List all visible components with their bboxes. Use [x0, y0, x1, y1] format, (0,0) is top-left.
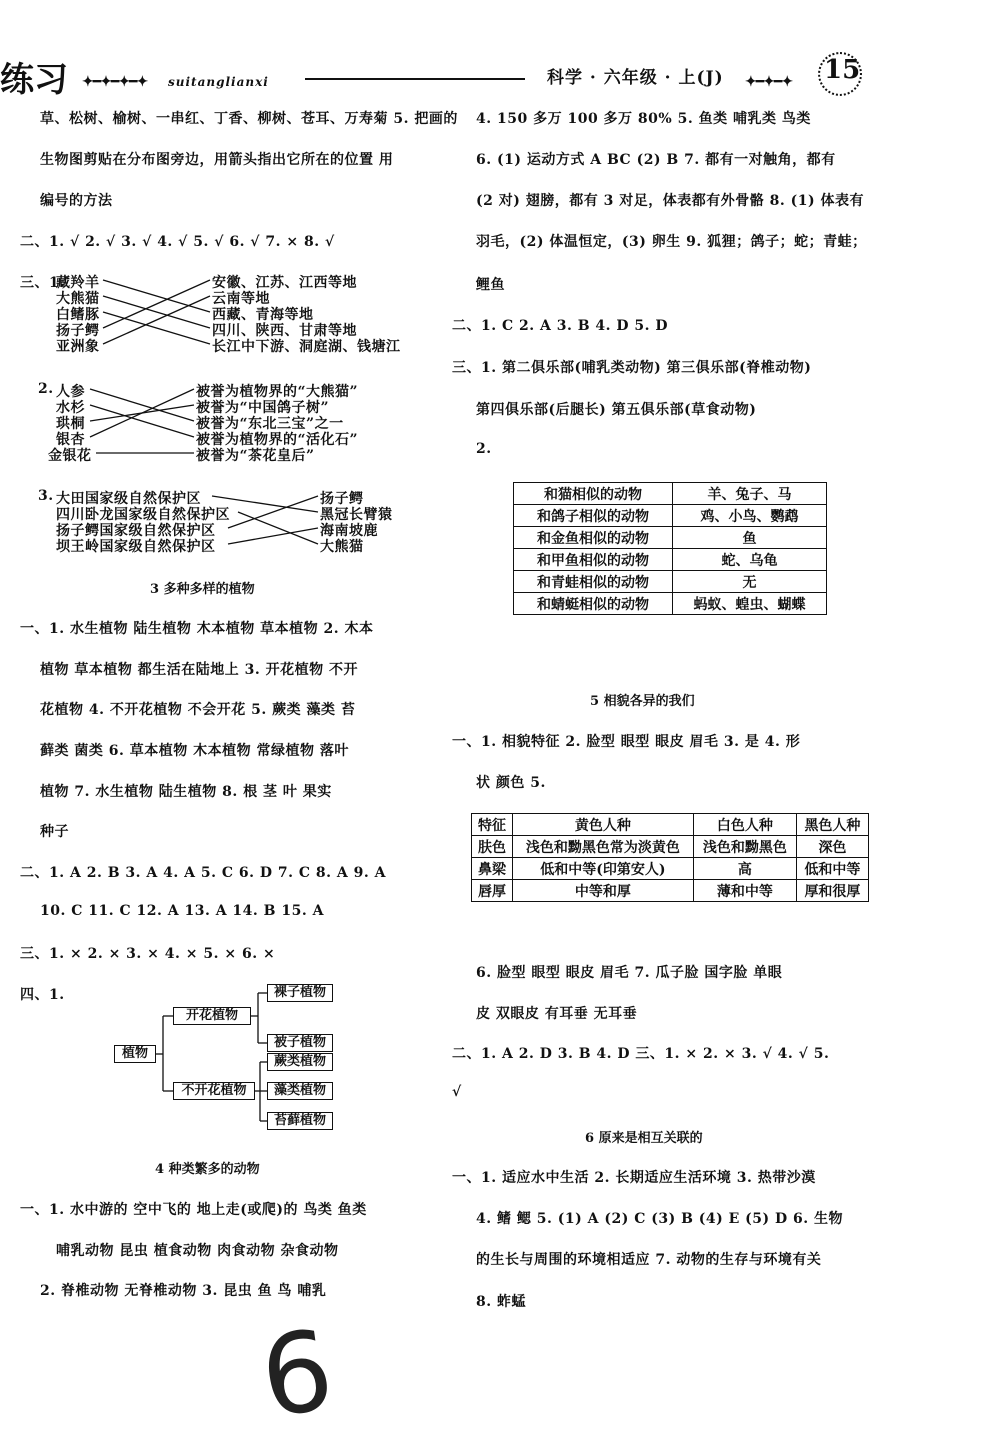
table-cell: 厚和很厚 [796, 880, 868, 902]
match3-label: 3. [38, 488, 54, 504]
right-line-7: 三、1. 第二俱乐部(哺乳类动物) 第三俱乐部(脊椎动物) [452, 360, 812, 376]
right-line-4: 羽毛，(2) 体温恒定，(3) 卵生 9. 狐狸；鸽子；蛇；青蛙； [476, 234, 867, 250]
table-cell: 深色 [796, 836, 868, 858]
table-cell: 高 [693, 858, 796, 880]
section6-line-3: 的生长与周围的环境相适应 7. 动物的生存与环境有关 [476, 1252, 822, 1268]
right-line-2: 6. (1) 运动方式 A BC (2) B 7. 都有一对触角，都有 [476, 152, 836, 168]
section6-title: 6 原来是相互关联的 [585, 1131, 703, 1146]
match3-right-2: 黑冠长臂猿 [320, 507, 393, 523]
match3-left-1: 大田国家级自然保护区 [56, 491, 201, 507]
section5-line-6: √ [452, 1084, 462, 1100]
table-cell: 低和中等(印第安人) [513, 858, 694, 880]
left-intro-line-1: 草、松树、榆树、一串红、丁香、柳树、苍耳、万寿菊 5. 把画的 [40, 111, 458, 127]
match2-label: 2. [38, 381, 54, 397]
header-arrow-decoration: ✦━✦━✦━✦ [82, 74, 148, 90]
table-cell: 羊、兔子、马 [673, 483, 827, 505]
table-cell: 肤色 [472, 836, 513, 858]
section3-line-9: 三、1. × 2. × 3. × 4. × 5. × 6. × [20, 946, 276, 962]
handwritten-number: 6 [253, 1305, 341, 1442]
table-cell: 中等和厚 [513, 880, 694, 902]
match2-left-1: 人参 [56, 384, 85, 400]
animal-similarity-table [513, 482, 827, 615]
section6-line-2: 4. 鳍 鳃 5. (1) A (2) C (3) B (4) E (5) D 6. 生物 [476, 1211, 844, 1227]
table-cell: 浅色和黝黑色常为淡黄色 [513, 836, 694, 858]
match3-left-4: 坝王岭国家级自然保护区 [56, 539, 216, 555]
section3-line-5: 植物 7. 水生植物 陆生植物 8. 根 茎 叶 果实 [40, 784, 332, 800]
table-row [472, 880, 869, 902]
tree-root: 植物 [114, 1045, 156, 1063]
match3-line-4 [228, 528, 318, 544]
right-line-9: 2. [476, 441, 492, 457]
section3-line-8: 10. C 11. C 12. A 13. A 14. B 15. A [40, 903, 324, 919]
section5-line-3: 6. 脸型 眼型 眼皮 眉毛 7. 瓜子脸 国字脸 单眼 [476, 965, 783, 981]
table-row [472, 858, 869, 880]
match2-line-1 [90, 389, 194, 421]
section5-line-4: 皮 双眼皮 有耳垂 无耳垂 [476, 1006, 638, 1022]
header-subject: 科学 · 六年级 · 上(J) [547, 68, 724, 88]
right-line-6: 二、1. C 2. A 3. B 4. D 5. D [452, 318, 669, 334]
section5-title: 5 相貌各异的我们 [590, 694, 695, 709]
match1-line-3 [103, 312, 210, 344]
section6-line-4: 8. 蚱蜢 [476, 1294, 526, 1310]
left-sec2-answers: 二、1. √ 2. √ 3. √ 4. √ 5. √ 6. √ 7. × 8. √ [20, 234, 335, 250]
section4-line-2: 哺乳动物 昆虫 植食动物 肉食动物 杂食动物 [56, 1243, 339, 1259]
match1-right-1: 安徽、江苏、江西等地 [212, 275, 357, 291]
tree-leaf-gymnosperm: 裸子植物 [267, 984, 333, 1002]
section4-line-1: 一、1. 水中游的 空中飞的 地上走(或爬)的 鸟类 鱼类 [20, 1202, 367, 1218]
section3-title: 3 多种多样的植物 [150, 582, 255, 597]
match3-right-4: 大熊猫 [320, 539, 364, 555]
match2-right-3: 被誉为“东北三宝”之一 [196, 416, 344, 432]
match3-line-1 [212, 496, 318, 512]
match1-left-3: 白鳍豚 [56, 307, 100, 323]
match1-right-5: 长江中下游、洞庭湖、钱塘江 [212, 339, 401, 355]
match3-right-1: 扬子鳄 [320, 491, 364, 507]
match2-left-5: 金银花 [48, 448, 92, 464]
tree-leaf-fern: 蕨类植物 [267, 1053, 333, 1071]
page-number: 15 [824, 55, 861, 85]
section6-line-1: 一、1. 适应水中生活 2. 长期适应生活环境 3. 热带沙漠 [452, 1170, 816, 1186]
table-cell: 鼻梁 [472, 858, 513, 880]
right-line-5: 鲤鱼 [476, 277, 505, 293]
match1-right-3: 西藏、青海等地 [212, 307, 314, 323]
table-cell: 无 [673, 571, 827, 593]
match1-label: 三、1. [20, 275, 65, 291]
table-cell: 和鸽子相似的动物 [514, 505, 673, 527]
match1-line-5 [103, 296, 210, 344]
match1-line-2 [103, 296, 210, 328]
table-row [514, 593, 827, 615]
table-row [514, 549, 827, 571]
table-cell: 薄和中等 [693, 880, 796, 902]
match3-left-3: 扬子鳄国家级自然保护区 [56, 523, 216, 539]
table-cell: 和蜻蜓相似的动物 [514, 593, 673, 615]
table-cell: 黄色人种 [513, 814, 694, 836]
section3-line-1: 一、1. 水生植物 陆生植物 木本植物 草本植物 2. 木本 [20, 621, 374, 637]
match2-left-4: 银杏 [56, 432, 85, 448]
match2-line-2 [90, 405, 194, 437]
match1-right-4: 四川、陕西、甘肃等地 [212, 323, 357, 339]
table-cell: 鱼 [673, 527, 827, 549]
left-intro-line-2: 生物图剪贴在分布图旁边，用箭头指出它所在的位置 用 [40, 152, 394, 168]
left-intro-line-3: 编号的方法 [40, 193, 113, 209]
section3-line-6: 种子 [40, 824, 69, 840]
table-row [514, 505, 827, 527]
section4-title: 4 种类繁多的动物 [155, 1162, 260, 1177]
table-cell: 和甲鱼相似的动物 [514, 549, 673, 571]
table-row [514, 571, 827, 593]
match1-line-1 [103, 280, 210, 312]
match2-right-4: 被誉为植物界的“活化石” [196, 432, 359, 448]
section3-line-7: 二、1. A 2. B 3. A 4. A 5. C 6. D 7. C 8. A 9. A [20, 865, 386, 881]
match1-left-1: 藏羚羊 [56, 275, 100, 291]
header-arrow-decoration-right: ✦━✦━✦ [745, 74, 793, 90]
table-cell: 浅色和黝黑色 [693, 836, 796, 858]
table-row [472, 814, 869, 836]
table-cell: 和金鱼相似的动物 [514, 527, 673, 549]
match2-right-2: 被誉为“中国鸽子树” [196, 400, 330, 416]
table-cell: 唇厚 [472, 880, 513, 902]
right-line-8: 第四俱乐部(后腿长) 第五俱乐部(草食动物) [476, 402, 757, 418]
table-cell: 特征 [472, 814, 513, 836]
match2-right-1: 被誉为植物界的“大熊猫” [196, 384, 359, 400]
match1-right-2: 云南等地 [212, 291, 270, 307]
match1-line-4 [103, 280, 210, 328]
match1-left-5: 亚洲象 [56, 339, 100, 355]
table-cell: 低和中等 [796, 858, 868, 880]
header-title: 练习 [0, 60, 68, 100]
match1-left-4: 扬子鳄 [56, 323, 100, 339]
tree-mid-flowering: 开花植物 [173, 1007, 251, 1025]
table-cell: 蛇、乌龟 [673, 549, 827, 571]
table-cell: 和猫相似的动物 [514, 483, 673, 505]
table-cell: 蚂蚁、蝗虫、蝴蝶 [673, 593, 827, 615]
tree-leaf-algae: 藻类植物 [267, 1082, 333, 1100]
table-cell: 和青蛙相似的动物 [514, 571, 673, 593]
match1-left-2: 大熊猫 [56, 291, 100, 307]
section4-line-3: 2. 脊椎动物 无脊椎动物 3. 昆虫 鱼 鸟 哺乳 [40, 1283, 327, 1299]
section5-line-2: 状 颜色 5. [476, 775, 546, 791]
table-cell: 白色人种 [693, 814, 796, 836]
match2-left-3: 珙桐 [56, 416, 85, 432]
table-row [514, 527, 827, 549]
match2-left-2: 水杉 [56, 400, 85, 416]
section3-line-3: 花植物 4. 不开花植物 不会开花 5. 蕨类 藻类 苔 [40, 702, 356, 718]
tree-leaf-angiosperm: 被子植物 [267, 1034, 333, 1052]
header-subtitle: suitanglianxi [168, 75, 269, 89]
table-row [514, 483, 827, 505]
section5-line-5: 二、1. A 2. D 3. B 4. D 三、1. × 2. × 3. √ 4. √ 5. [452, 1046, 830, 1062]
match3-line-2 [238, 512, 318, 544]
table-cell: 鸡、小鸟、鹦鹉 [673, 505, 827, 527]
match2-line-4 [90, 389, 194, 437]
tree-label: 四、1. [20, 987, 65, 1003]
section5-line-1: 一、1. 相貌特征 2. 脸型 眼型 眼皮 眉毛 3. 是 4. 形 [452, 734, 801, 750]
section3-line-4: 藓类 菌类 6. 草本植物 木本植物 常绿植物 落叶 [40, 743, 349, 759]
right-line-3: (2 对) 翅膀，都有 3 对足，体表都有外骨骼 8. (1) 体表有 [476, 193, 864, 209]
table-cell: 黑色人种 [796, 814, 868, 836]
match3-left-2: 四川卧龙国家级自然保护区 [56, 507, 230, 523]
match3-right-3: 海南坡鹿 [320, 523, 378, 539]
section3-line-2: 植物 草本植物 都生活在陆地上 3. 开花植物 不开 [40, 662, 358, 678]
race-features-table [471, 813, 869, 902]
table-row [472, 836, 869, 858]
tree-mid-nonflowering: 不开花植物 [173, 1082, 255, 1100]
right-line-1: 4. 150 多万 100 多万 80% 5. 鱼类 哺乳类 鸟类 [476, 111, 811, 127]
match2-right-5: 被誉为“茶花皇后” [196, 448, 315, 464]
tree-leaf-moss: 苔藓植物 [267, 1112, 333, 1130]
